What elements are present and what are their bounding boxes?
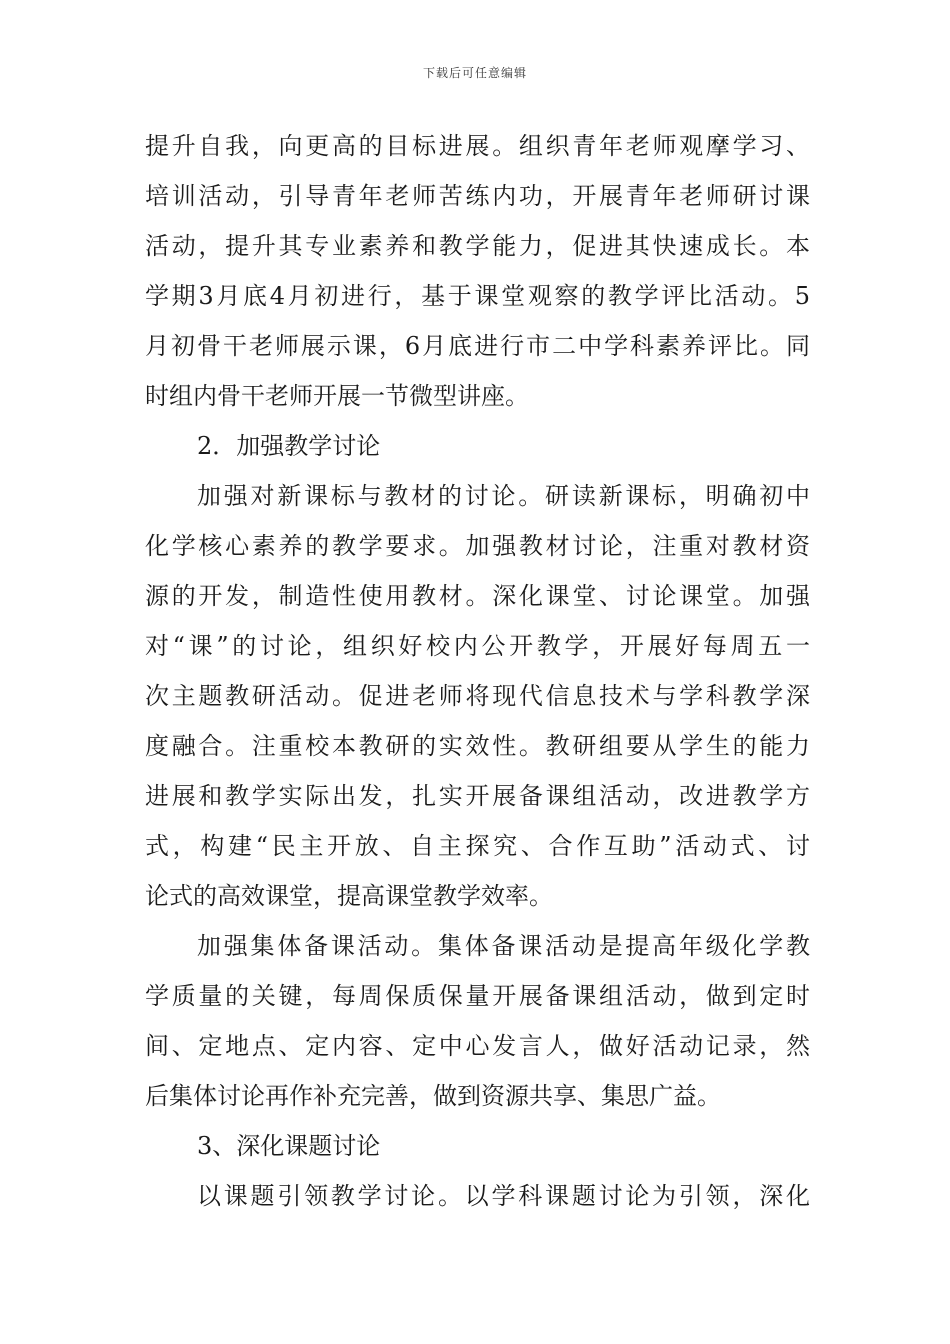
text-line: 学期3月底4月初进行，基于课堂观察的教学评比活动。5 (145, 282, 810, 310)
text-line: 2．加强教学讨论 (197, 432, 381, 460)
text-line: 间、定地点、定内容、定中心发言人，做好活动记录，然 (145, 1032, 810, 1060)
text-line: 论式的高效课堂，提高课堂教学效率。 (145, 882, 553, 910)
document-body (145, 121, 810, 1221)
text-line: 次主题教研活动。促进老师将现代信息技术与学科教学深 (145, 682, 810, 710)
text-line: 加强对新课标与教材的讨论。研读新课标，明确初中 (197, 482, 810, 510)
text-line: 学质量的关键，每周保质保量开展备课组活动，做到定时 (145, 982, 810, 1010)
text-line: 化学核心素养的教学要求。加强教材讨论，注重对教材资 (145, 532, 810, 560)
text-line: 3、深化课题讨论 (197, 1132, 381, 1160)
text-line: 进展和教学实际出发，扎实开展备课组活动，改进教学方 (145, 782, 810, 810)
text-line: 时组内骨干老师开展一节微型讲座。 (145, 382, 529, 410)
text-line: 月初骨干老师展示课，6月底进行市二中学科素养评比。同 (145, 332, 810, 360)
text-line: 培训活动，引导青年老师苦练内功，开展青年老师研讨课 (145, 182, 810, 210)
text-line: 活动，提升其专业素养和教学能力，促进其快速成长。本 (145, 232, 810, 260)
text-line: 式，构建“民主开放、自主探究、合作互助”活动式、讨 (145, 832, 810, 860)
text-line: 后集体讨论再作补充完善，做到资源共享、集思广益。 (145, 1082, 721, 1110)
text-line: 提升自我，向更高的目标进展。组织青年老师观摩学习、 (145, 132, 810, 160)
page-header: 下载后可任意编辑 (422, 66, 527, 80)
text-line: 源的开发，制造性使用教材。深化课堂、讨论课堂。加强 (145, 582, 810, 610)
text-line: 度融合。注重校本教研的实效性。教研组要从学生的能力 (145, 732, 810, 760)
text-line: 以课题引领教学讨论。以学科课题讨论为引领，深化 (197, 1182, 810, 1210)
text-line: 对“课”的讨论，组织好校内公开教学，开展好每周五一 (145, 632, 810, 660)
text-line: 加强集体备课活动。集体备课活动是提高年级化学教 (197, 932, 810, 960)
